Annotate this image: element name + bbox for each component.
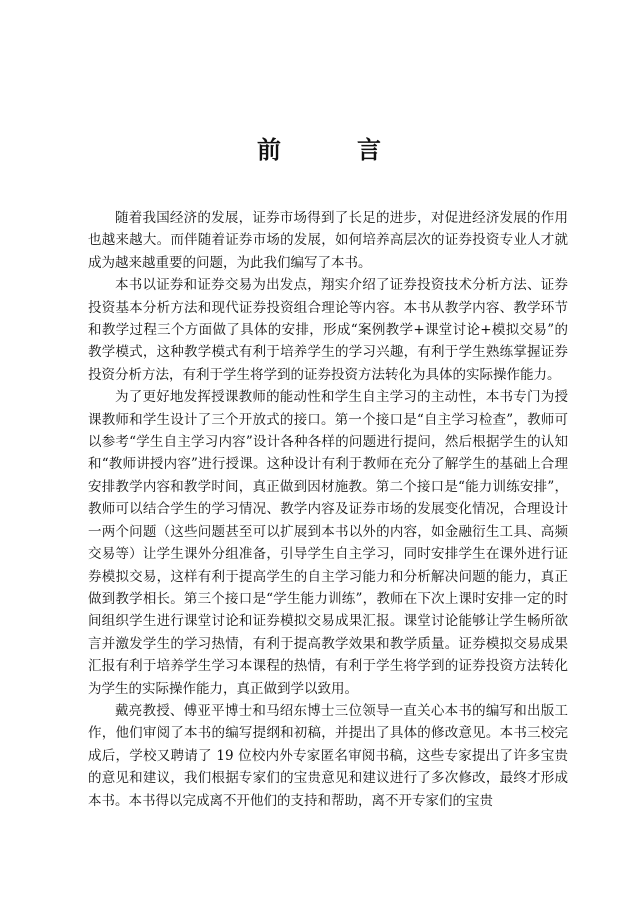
paragraph: 戴亮教授、傅亚平博士和马绍东博士三位领导一直关心本书的编写和出版工作，他们审阅了本书的编写提纲和初稿，并提出了具体的修改意见。本书三校完成后，学校又聘请了 19 位校内外专家匿名审阅书稿，这些专家提出了许多宝贵的意见和建议，我们根据专家们的宝贵意见和建议进行了多次修改，最终才形成本书。本书得以完成离不开他们的支持和帮助，离不开专家们的宝贵 bbox=[88, 702, 568, 809]
paragraph: 为了更好地发挥授课教师的能动性和学生自主学习的主动性，本书专门为授课教师和学生设计了三个开放式的接口。第一个接口是“自主学习检查”，教师可以参考“学生自主学习内容”设计各种各样的问题进行提问，然后根据学生的认知和“教师讲授内容”进行授课。这种设计有利于教师在充分了解学生的基础上合理安排教学内容和教学时间，真正做到因材施教。第二个接口是“能力训练安排”，教师可以结合学生的学习情况、教学内容及证券市场的发展变化情况，合理设计一两个问题（这些问题甚至可以扩展到本书以外的内容，如金融衍生工具、高频交易等）让学生课外分组准备，引导学生自主学习，同时安排学生在课外进行证券模拟交易，这样有利于提高学生的自主学习能力和分析解决问题的能力，真正做到教学相长。第三个接口是“学生能力训练”，教师在下次上课时安排一定的时间组织学生进行课堂讨论和证券模拟交易成果汇报。课堂讨论能够让学生畅所欲言并激发学生的学习热情，有利于提高教学效果和教学质量。证券模拟交易成果汇报有利于培养学生学习本课程的热情，有利于学生将学到的证券投资方法转化为学生的实际操作能力，真正做到学以致用。 bbox=[88, 389, 568, 697]
paragraph: 本书以证券和证券交易为出发点，翔实介绍了证券投资技术分析方法、证券投资基本分析方法和现代证券投资组合理论等内容。本书从教学内容、教学环节和教学过程三个方面做了具体的安排，形成“案例教学+课堂讨论+模拟交易”的教学模式，这种教学模式有利于培养学生的学习兴趣，有利于学生熟练掌握证券投资分析方法，有利于学生将学到的证券投资方法转化为具体的实际操作能力。 bbox=[88, 277, 568, 383]
page-title: 前 言 bbox=[257, 135, 407, 164]
paragraph: 随着我国经济的发展，证券市场得到了长足的进步，对促进经济发展的作用也越来越大。而伴随着证券市场的发展，如何培养高层次的证券投资专业人才就成为越来越重要的问题，为此我们编写了本书。 bbox=[88, 210, 568, 271]
body-text bbox=[88, 207, 568, 812]
